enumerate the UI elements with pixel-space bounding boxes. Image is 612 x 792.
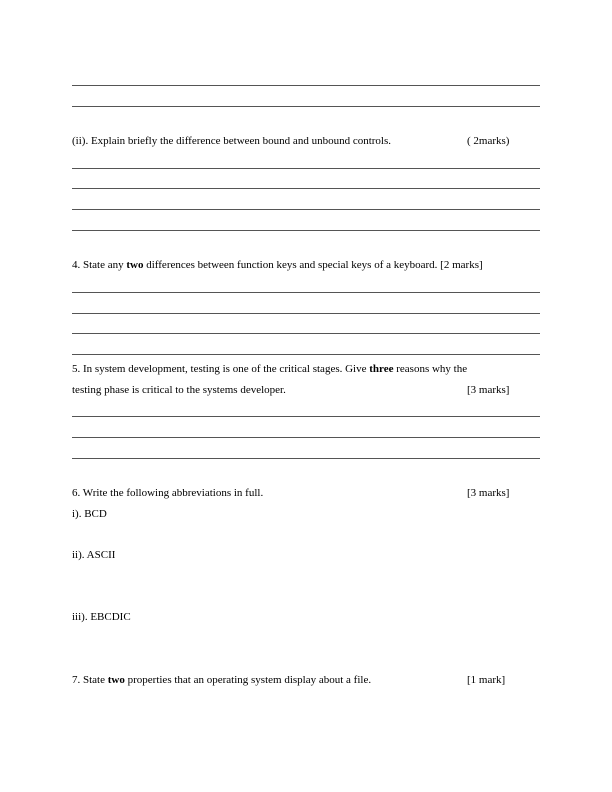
- question-7-pre: 7. State: [72, 674, 108, 686]
- answer-line: [72, 106, 540, 107]
- abbreviation-item: ii). ASCII: [72, 549, 116, 561]
- question-5-pre: 5. In system development, testing is one of the critical stages. Give: [72, 363, 370, 375]
- question-7-post: properties that an operating system display about a file.: [124, 674, 372, 686]
- answer-line: [72, 313, 540, 314]
- question-5-bold: three: [369, 363, 394, 375]
- question-4-text: [72, 258, 483, 272]
- question-4-pre: 4. State any: [72, 259, 127, 271]
- answer-line: [72, 333, 540, 334]
- question-3-ii-text: (ii). Explain briefly the difference between bound and unbound controls.: [72, 135, 392, 147]
- answer-line: [72, 168, 540, 169]
- question-4-post: differences between function keys and special keys of a keyboard. [2 marks]: [143, 259, 483, 271]
- question-7-marks: [1 mark]: [467, 674, 506, 686]
- question-5-line-1: [72, 362, 467, 376]
- question-5-marks: [3 marks]: [467, 384, 510, 396]
- answer-line: [72, 437, 540, 438]
- question-5-post: reasons why the: [393, 363, 468, 375]
- question-6-text: 6. Write the following abbreviations in full.: [72, 487, 264, 499]
- abbreviation-item: iii). EBCDIC: [72, 611, 131, 623]
- question-7-text: [72, 673, 371, 687]
- answer-line: [72, 209, 540, 210]
- answer-line: [72, 85, 540, 86]
- answer-line: [72, 188, 540, 189]
- answer-line: [72, 416, 540, 417]
- answer-line: [72, 354, 540, 355]
- abbreviation-item: i). BCD: [72, 508, 107, 520]
- question-3-ii-marks: ( 2marks): [467, 135, 510, 147]
- question-6-marks: [3 marks]: [467, 487, 510, 499]
- question-7-bold: two: [107, 674, 125, 686]
- answer-line: [72, 458, 540, 459]
- question-5-line-2: testing phase is critical to the systems developer.: [72, 384, 286, 396]
- answer-line: [72, 292, 540, 293]
- answer-line: [72, 230, 540, 231]
- question-4-bold: two: [126, 259, 144, 271]
